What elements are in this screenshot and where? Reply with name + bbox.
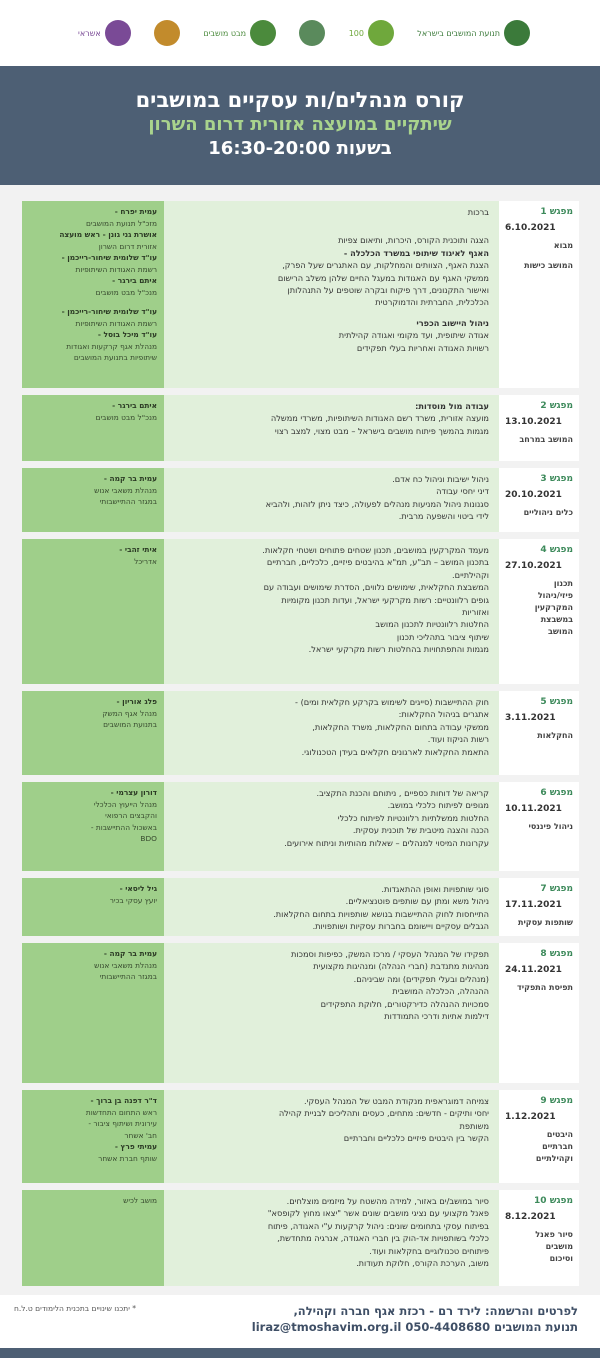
speaker-role: מנכ"ל מבט מושבים [95,287,157,297]
ashrai-icon [105,20,131,46]
session-info [499,201,579,388]
speaker-name: עו"ד שלומית שיחור-רייכמן - [61,253,157,262]
content-line: התייחסות לחוק ההתיישבות בנושא שותפויות בתחום החקלאות. [273,908,489,919]
speaker-role: מנהלת משאבי אנוש [94,485,157,495]
content-line: ניהול משא ומתן עם שותפים פוטנציאליים. [345,896,489,907]
logo-text: אשראי [78,28,101,38]
content-line: הצגת האגף, הצוותים והמחלקות, עם האתגרים שעל הפרק, [282,260,489,271]
session-speakers [22,782,164,871]
content-line: מנהיגות מתנדבת (חברי הנהלה) ומנהיגות מקצועית [313,961,489,972]
contact-email[interactable]: liraz@tmoshavim.org.il [251,1320,402,1334]
session-date: 3.11.2021 [505,713,556,723]
speaker-role: BDO [140,834,157,843]
content-line: חוק ההתיישבות (סייגים לשימוש בקרקע חקלאית ומים) - [295,697,489,707]
session-topic: המושב במרחב [519,435,573,444]
speaker-name: עמית בר קמה - [103,949,157,958]
logo-text: תנועת המושבים בישראל [417,28,500,38]
session-date: 20.10.2021 [505,490,562,500]
session-topic: החקלאות [537,731,573,740]
session-content [164,395,499,461]
session-number: מפגש 8 [540,949,573,959]
speaker-role: עירונית ושיתוף ציבור - [88,1119,157,1128]
footer [0,1300,600,1340]
session-content [164,468,499,532]
session-topic: כלים ניהוליים [523,508,573,517]
session-date: 17.11.2021 [505,900,562,910]
speaker-role: באשכול ההתיישבות - [90,822,157,832]
speaker-name: עו"ד מיכל בוסל - [97,330,157,339]
speaker-role: מושב לכיש [123,1196,157,1205]
session-number: מפגש 4 [540,545,573,555]
session-info [499,782,579,871]
contact-phone: 050-4408680 [405,1320,491,1334]
session-topic: וסיכום [549,1254,573,1263]
content-line: החלטות רלוונטיות לתכנון המושב [375,619,489,630]
session-content [164,878,499,936]
content-line: ברכות [467,207,489,217]
content-line: האגף לאיגוד שיתופי במשרד הכלכלה - [343,247,489,258]
speaker-name: איתם בירגר - [112,276,157,285]
content-line: (מנהלים ובעלי תפקידים) ומה שביניהם. [353,973,489,984]
content-line: משוב, הערכת הקורס, חלוקת תעודות. [356,1258,489,1269]
content-line: דילמות אתיות ודרכי התמודדות [384,1011,489,1022]
course-location: שיתקיים במועצה אזורית דרום השרון [148,114,452,135]
session-date: 13.10.2021 [505,417,562,427]
content-line: בפיתוח עסקי בתחומים שונים: ניהול קרקעות ע"י האגודה, פיתוח [267,1220,489,1231]
content-line: מגמות בהמשך פיתוח מושבים בישראל – מבט מצוי, למצב רצוי [274,425,489,436]
content-line: הגבלים עסקיים ויישומם בחברות עסקיות ושותפויות. [312,921,489,932]
content-line: עקרונות המיסוי למנהלים – שאלות מהותיות וניתוח אירועים. [284,837,489,848]
content-line: משותפת [459,1120,489,1131]
session-content [164,782,499,871]
content-line: הצגה ותוכנית הקורס, היכרות, ותיאום צפיות [338,235,489,246]
speaker-name: איתי זהבי - [119,545,157,554]
logo-mabat-moshavim [203,20,276,46]
session-date: 1.12.2021 [505,1112,556,1122]
session-topic: תכנון [553,579,573,588]
logo-hahistadrut [154,20,180,46]
content-line: פאנל מקצועי עם נציגי מושבים שונים אשר "יצאו מחוץ לקופסא" [267,1208,489,1219]
yoshev-hasharon-icon [299,20,325,46]
content-line: מגופים לפיתוח כלכלי במושב. [387,800,489,811]
session-content [164,1190,499,1286]
content-line: מועצה אזורית, משרד רשם האגודות השיתופיות, משרדי ממשלה [270,413,489,424]
content-line: ההנהלה, הכלכלה המושבית [392,986,489,997]
session-topic: סיור פאנל [535,1230,573,1239]
session-topic: המושב [548,627,573,636]
content-line: יחסי ותיקים - חדשים: מתחים, כעסים ותהליכים לבניית קהילה [278,1108,489,1119]
speaker-name: אושרת גני גונן - ראש מועצה [59,230,157,239]
content-line: תפקידו של המנהל העסקי / מרכז המשק, כפיפות וסמכות [291,949,489,959]
content-line: לידי ביטוי והשפעה מרבית. [398,511,489,522]
session-content [164,201,499,388]
session-row [22,1090,579,1183]
session-speakers [22,468,164,532]
session-info [499,943,579,1083]
content-line: הכלכלית, החברתית והדמוקרטית [375,297,489,308]
session-date: 6.10.2021 [505,223,556,233]
speaker-role: שיתופיות בתנועת המושבים [73,353,157,362]
content-line: סיור במושב/ים באזור, למידה מהשטח על מיזמים מוצלחים. [286,1196,489,1206]
course-time: בשעות 16:30-20:00 [208,138,392,159]
logo-ashrai [78,20,131,46]
session-number: מפגש 3 [540,474,573,484]
session-topic: מושבים [545,1242,573,1251]
session-row [22,1190,579,1286]
content-line: המשבצת החקלאית, שימושים נלווים, הסדרת שימושים ועבודה עם [263,582,489,593]
session-number: מפגש 9 [540,1096,573,1106]
session-number: מפגש 5 [540,697,573,707]
speaker-role: מנכ"ל מבט מושבים [95,412,157,422]
speaker-name: עו"ד שלומית שיחור-רייכמן - [61,307,157,316]
speaker-role: מנהל הייעוץ הכלכלי [93,799,157,809]
session-date: 24.11.2021 [505,965,562,975]
speaker-name: גיל ליסאי - [119,884,157,893]
session-topic: וקהילתיים [535,1154,573,1163]
content-line: גופים רלוונטיים: רשות מקרקעי ישראל, ועדות תכנון מקומיות [281,594,489,605]
hahistadrut-icon [154,20,180,46]
bottom-bar [0,1348,600,1358]
session-row [22,943,579,1083]
content-line: אתגרים בניהול החקלאות: [398,709,489,720]
speaker-name: עמיתי פרץ - [114,1142,157,1151]
speaker-name: עמית יפרח - [114,207,157,216]
session-info [499,1090,579,1183]
speaker-role: ראש התחום התחדשות [85,1107,157,1117]
content-line: ואישור התקנונים, דרך פיקוח ובקרה שוטפים על התנהלותן [287,285,489,296]
content-line: הכנה והצגה מיטבית של תוכנית עסקית. [352,825,489,836]
speaker-name: דורון עצרמי - [110,788,157,797]
session-date: 10.11.2021 [505,804,562,814]
logo-tnuat-hamoshavim [417,20,530,46]
speaker-name: ד"ר דפנה בן ברוך - [90,1096,157,1105]
logo-text: 100 [348,28,364,38]
session-topic: תפיסת התפקיד [517,983,573,992]
contact-org: תנועת המושבים [494,1320,578,1334]
content-line: כלכלי בשותפויות אד-הוק בין חברי האגודה, אנרגיה מתחדשת, [277,1233,489,1244]
speaker-role: רשמת האגודות השיתופיות [75,264,157,274]
logos-bar [0,0,600,66]
speaker-role: רשמת האגודות השיתופיות [75,318,157,328]
content-line: ממשקי האגף עם האגודות במעגל החיים שלהן משלב הרישום [277,272,489,283]
content-line: ניהול היישוב הכפרי [416,317,489,328]
header-banner [0,66,600,185]
session-number: מפגש 7 [540,884,573,894]
content-line: מגמות והתפתחויות בהחלטות רשות מקרקעי ישראל. [308,644,489,655]
session-info [499,1190,579,1286]
speaker-role: מנהל אגף המשק [102,708,157,718]
session-topic: חברתיים [542,1142,573,1151]
content-line: התאמת החקלאות לארגונים חקלאים בעידן הטכנולוגי. [301,746,489,757]
session-row [22,878,579,936]
session-content [164,539,499,684]
content-line: בתכנון המושב – תב"ע, תמ"א בהיבטים פיזיים, כלכליים, חברתיים [266,557,489,568]
changes-note: * יתכנו שינויים בתכנית הלימודים ט.ל.ח [14,1304,137,1313]
content-line: דיני יחסי עבודה [436,486,489,497]
content-line: אגודה שיתופית, ועד מקומי ואגודה קהילתית [338,330,489,341]
session-row [22,395,579,461]
contact-line-1: לפרטים והרשמה: לירד רם - רכזת אגף חברה וקהילה, [293,1304,578,1318]
session-row [22,782,579,871]
speaker-role: מנהלת אגף קרקעות ואגודות [66,341,157,351]
tnuat-hamoshavim-icon [504,20,530,46]
content-line: ממשקי עבודה בתחום החקלאות, משרד החקלאות, [312,721,489,732]
content-line: החלטות ממשלתיות רלוונטיות לפיתוח כלכלי [337,812,489,823]
session-topic: מבוא [553,241,573,250]
session-speakers [22,691,164,775]
session-info [499,539,579,684]
speaker-role: יועץ עסקי בכיר [109,895,157,905]
session-row [22,201,579,388]
content-line: סמכויות ההנהלה כדירקטורים, חלוקת התפקידים [320,998,489,1009]
session-date: 27.10.2021 [505,561,562,571]
session-info [499,691,579,775]
session-content [164,691,499,775]
session-row [22,539,579,684]
session-topic: במשבצת [540,615,573,624]
session-topic [505,252,573,260]
session-topic: ניהול פיננסי [528,822,573,831]
session-number: מפגש 1 [540,207,573,217]
speaker-name: עמית בר קמה - [103,474,157,483]
session-speakers [22,1090,164,1183]
content-line: שיתוף ציבור בתהליכי תכנון [396,631,489,642]
session-info [499,468,579,532]
content-line: ואזוריות [462,607,489,618]
course-title: קורס מנהלים/ות עסקיים במושבים [135,88,465,112]
content-line: צמיחה דמוגראפית מנקודת המבט של המנהל העסקי. [304,1096,489,1106]
session-content [164,943,499,1083]
logo-text: מבט מושבים [203,28,247,38]
session-row [22,691,579,775]
speaker-role: אזורית דרום השרון [98,241,157,251]
content-line: הקשר בין היבטים פיזיים כלכליים וחברתיים [343,1133,489,1144]
speaker-role: אדריכל [134,556,157,566]
speaker-name: פלג אוריון - [116,697,157,706]
session-number: מפגש 2 [540,401,573,411]
speaker-role: מזכ"ל תנועת המושבים [85,218,157,228]
mabat-moshavim-icon [250,20,276,46]
content-line: מעמד המקרקעין במושבים, תכנון שטחים פתוחים ושטחי חקלאות. [262,545,489,555]
session-topic: היבטים [546,1130,573,1139]
speaker-role: במגזר ההתיישבותי [99,497,157,506]
content-line: סוגי שותפויות ואופן ההתאגדות. [381,884,489,894]
schedule-table [0,185,600,1295]
session-info [499,395,579,461]
speaker-role: מנהלת משאבי אנוש [94,960,157,970]
content-line: עבודה מול מוסדות: [415,401,489,411]
session-row [22,468,579,532]
100-years-icon [368,20,394,46]
session-topic: המקרקעין [534,603,573,612]
session-speakers [22,1190,164,1286]
session-number: מפגש 6 [540,788,573,798]
contact-info [252,1303,578,1335]
content-line: רשויות האגודה ואחריות בעלי תפקידים [356,342,489,353]
speaker-role: חב' אשחר [124,1130,157,1140]
session-speakers [22,395,164,461]
logo-100-years [349,20,394,46]
content-line: ניהול ישיבות וניהול כח אדם. [392,474,489,484]
content-line: רשות הניקוז ועוד. [427,734,489,745]
contact-line-2 [252,1319,578,1335]
logo-yoshev-hasharon [299,20,325,46]
session-speakers [22,539,164,684]
session-info [499,878,579,936]
speaker-role: שותף חברת אשחר [98,1153,157,1163]
speaker-name: איתם בירגר - [112,401,157,410]
session-speakers [22,201,164,388]
session-date: 8.12.2021 [505,1212,556,1222]
speaker-role: במגזר ההתיישבותי [99,972,157,981]
session-topic: פיזי/ניהול [537,591,573,600]
speaker-role: והקבצים הרפואי [105,811,157,820]
session-content [164,1090,499,1183]
session-topic: שותפות עסקית [517,918,573,927]
session-topic: המושב כישות [524,261,573,270]
content-line: סגנונות ניהול המניעות מנהלים לפעולה, כיצד ניתן לזהות, ולהביא [265,498,489,509]
session-speakers [22,943,164,1083]
session-number: מפגש 10 [534,1196,573,1206]
speaker-role: בתנועת המושבים [103,720,157,729]
content-line: וקהילתיים. [452,569,489,580]
content-line: קריאה של דוחות כספיים , ניתוחם והכנת התקציב. [316,788,489,798]
session-speakers [22,878,164,936]
content-line: פיתוחים טכנולוגיים בחקלאות ועוד. [369,1245,489,1256]
